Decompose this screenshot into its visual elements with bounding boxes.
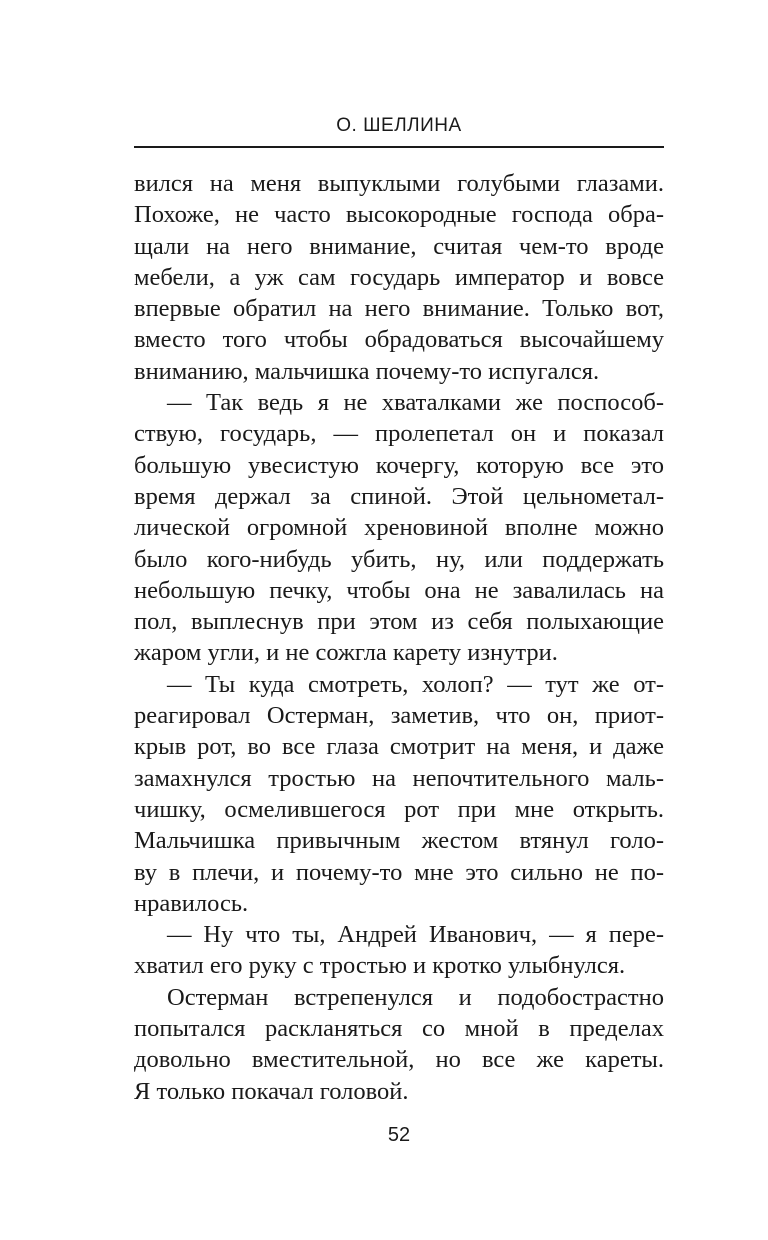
text-line: было кого-нибудь убить, ну, или поддержать: [134, 545, 664, 573]
text-line: большую увесистую кочергу, которую все это: [134, 451, 664, 479]
text-line: небольшую печку, чтобы она не завалилась на: [134, 576, 664, 604]
body-text: [134, 168, 664, 1107]
text-line: ву в плечи, и почему-то мне это сильно не по-: [134, 858, 664, 886]
text-line: щали на него внимание, считая чем-то вроде: [134, 232, 664, 260]
text-line: Мальчишка привычным жестом втянул голо-: [134, 827, 664, 855]
text-line: нравилось.: [134, 889, 249, 917]
text-line: лической огромной хреновиной вполне можно: [134, 514, 664, 542]
text-line: ствую, государь, — пролепетал он и показал: [134, 420, 664, 448]
text-line: вился на меня выпуклыми голубыми глазами.: [134, 170, 664, 197]
text-line: крыв рот, во все глаза смотрит на меня, и даже: [134, 733, 664, 761]
running-head: О. ШЕЛЛИНА: [336, 115, 462, 136]
text-line: — Ну что ты, Андрей Иванович, — я пере-: [167, 921, 664, 949]
text-line: мебели, а уж сам государь император и вовсе: [134, 263, 664, 291]
text-line: — Так ведь я не хваталками же поспособ-: [167, 389, 664, 417]
header-rule: [134, 146, 664, 148]
text-line: хватил его руку с тростью и кротко улыбнулся.: [134, 952, 626, 980]
text-line: довольно вместительной, но все же кареты.: [134, 1046, 664, 1074]
page-number: 52: [387, 1124, 411, 1146]
text-line: впервые обратил на него внимание. Только вот,: [134, 295, 664, 323]
text-line: Остерман встрепенулся и подобострастно: [167, 983, 664, 1011]
text-line: вниманию, мальчишка почему-то испугался.: [134, 357, 600, 385]
text-line: вместо того чтобы обрадоваться высочайшему: [134, 326, 664, 354]
text-line: Я только покачал головой.: [134, 1077, 409, 1105]
text-line: замахнулся тростью на непочтительного маль-: [134, 764, 664, 792]
text-line: попытался раскланяться со мной в пределах: [134, 1015, 664, 1043]
text-line: Похоже, не часто высокородные господа обра-: [134, 201, 664, 229]
text-line: пол, выплеснув при этом из себя полыхающие: [134, 608, 664, 636]
text-line: чишку, осмелившегося рот при мне открыть.: [134, 795, 664, 823]
text-line: — Ты куда смотреть, холоп? — тут же от-: [167, 670, 664, 698]
text-line: время держал за спиной. Этой цельнометал-: [134, 482, 664, 510]
text-line: реагировал Остерман, заметив, что он, приот-: [134, 702, 664, 730]
text-line: жаром угли, и не сожгла карету изнутри.: [134, 639, 558, 667]
